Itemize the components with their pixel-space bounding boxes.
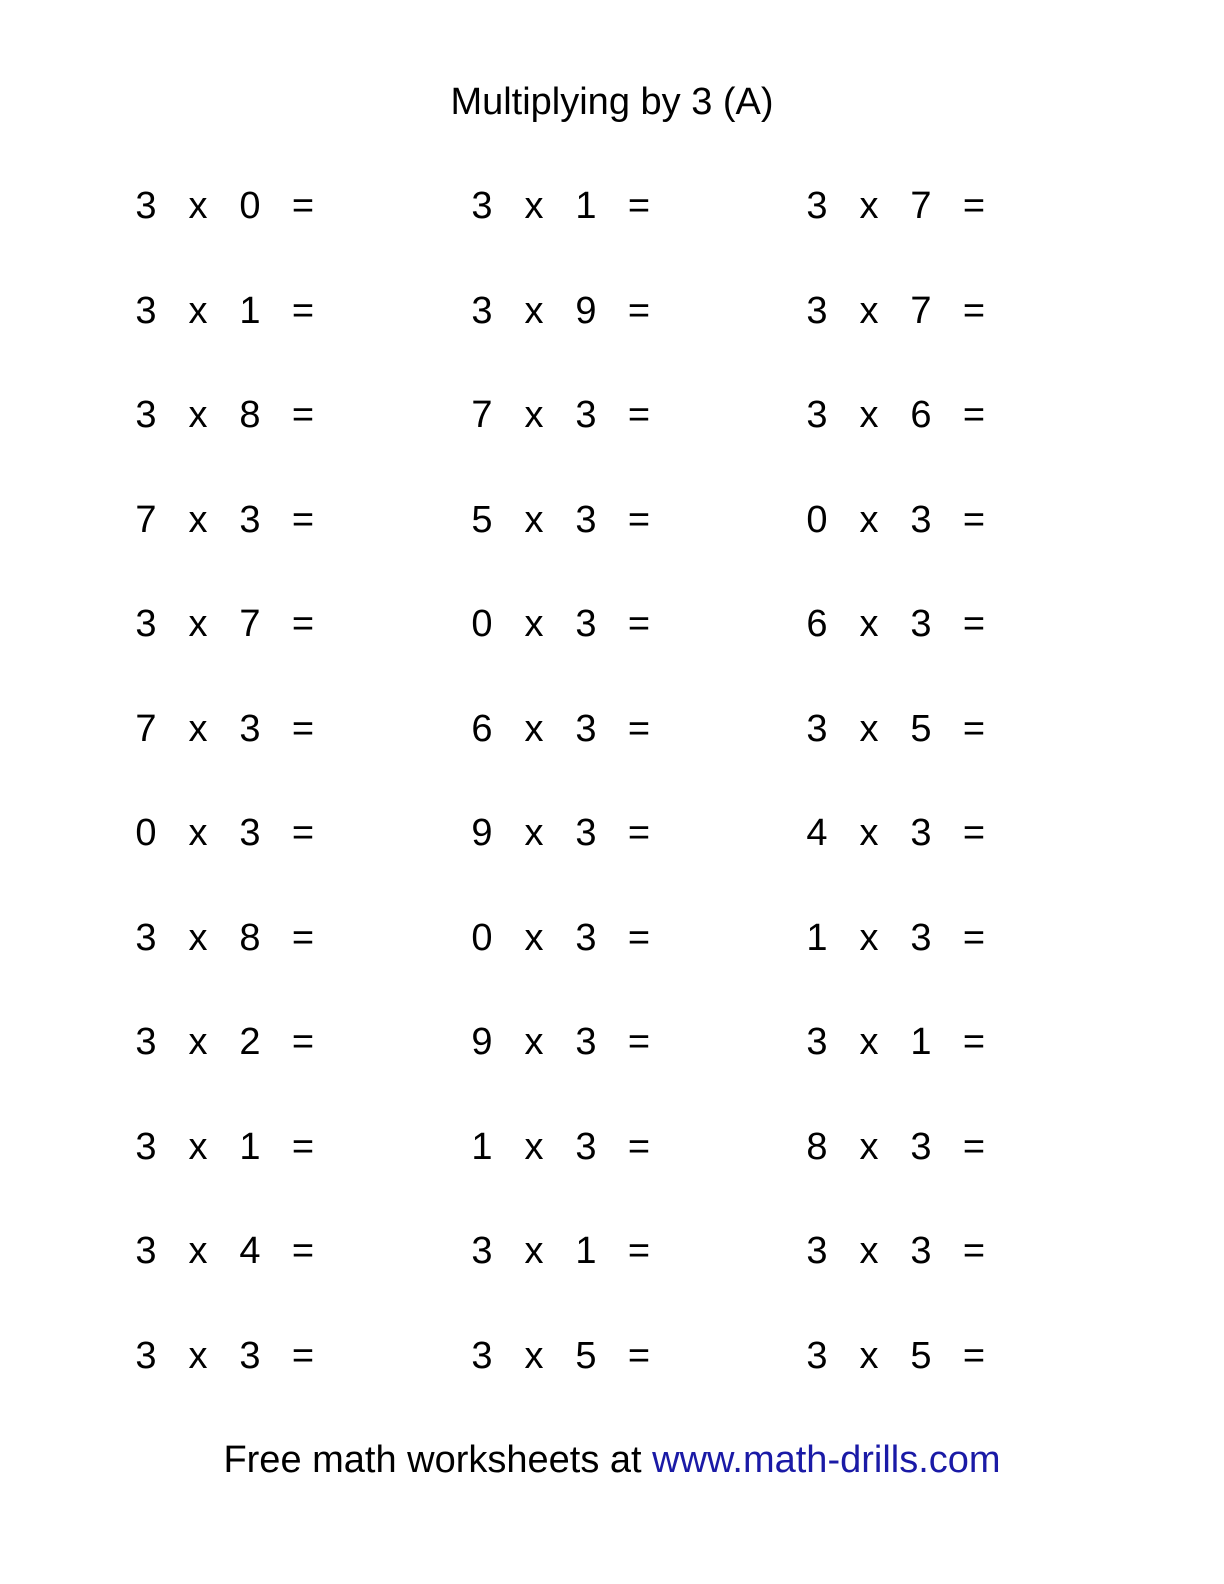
operand-a: 7 [135,498,157,541]
operand-b: 3 [239,1334,261,1377]
multiply-sign: x [188,394,208,436]
operand-b: 3 [575,603,597,645]
operand-b: 3 [575,498,597,541]
multiply-sign: x [524,289,544,332]
operand-b: 6 [910,394,932,436]
multiply-sign: x [524,1230,544,1272]
operand-b: 3 [910,1125,932,1168]
operand-a: 3 [135,394,157,436]
multiply-sign: x [859,289,879,332]
multiply-sign: x [859,707,879,750]
equals-sign: = [962,707,986,750]
equals-sign: = [962,498,986,541]
multiply-sign: x [859,603,879,645]
equals-sign: = [962,1230,986,1272]
operand-a: 3 [806,1230,828,1272]
equals-sign: = [627,289,651,332]
operand-b: 3 [910,916,932,959]
operand-b: 3 [575,1125,597,1168]
operand-a: 9 [471,812,493,854]
operand-a: 3 [806,707,828,750]
multiply-sign: x [524,1021,544,1063]
operand-b: 9 [575,289,597,332]
operand-a: 3 [471,1334,493,1377]
multiply-sign: x [524,603,544,645]
equals-sign: = [627,812,651,854]
equals-sign: = [627,707,651,750]
multiply-sign: x [859,498,879,541]
operand-b: 3 [575,812,597,854]
operand-b: 3 [910,498,932,541]
operand-a: 6 [806,603,828,645]
operand-b: 1 [575,185,597,227]
operand-b: 8 [239,916,261,959]
multiply-sign: x [524,916,544,959]
operand-a: 3 [135,1334,157,1377]
operand-a: 3 [806,1021,828,1063]
equals-sign: = [291,185,315,227]
multiply-sign: x [188,812,208,854]
equals-sign: = [291,498,315,541]
equals-sign: = [627,1021,651,1063]
multiply-sign: x [524,498,544,541]
footer-text: Free math worksheets at [223,1439,653,1481]
multiply-sign: x [859,812,879,854]
operand-a: 3 [471,185,493,227]
operand-a: 3 [135,1021,157,1063]
operand-a: 7 [135,707,157,750]
equals-sign: = [962,916,986,959]
operand-b: 1 [239,289,261,332]
operand-b: 3 [910,1230,932,1272]
multiply-sign: x [524,185,544,227]
operand-a: 3 [806,1334,828,1377]
footer [0,1436,1224,1484]
operand-b: 3 [575,916,597,959]
multiply-sign: x [188,1021,208,1063]
equals-sign: = [627,185,651,227]
operand-a: 3 [135,289,157,332]
operand-a: 3 [135,916,157,959]
equals-sign: = [291,1334,315,1377]
operand-a: 7 [471,394,493,436]
operand-b: 3 [239,707,261,750]
multiply-sign: x [188,1334,208,1377]
footer-link[interactable]: www.math-drills.com [652,1439,1001,1481]
equals-sign: = [962,1125,986,1168]
multiply-sign: x [188,916,208,959]
multiply-sign: x [859,394,879,436]
multiply-sign: x [188,498,208,541]
operand-b: 3 [575,707,597,750]
multiply-sign: x [859,916,879,959]
operand-b: 7 [239,603,261,645]
equals-sign: = [627,916,651,959]
equals-sign: = [962,812,986,854]
multiply-sign: x [188,603,208,645]
operand-a: 1 [471,1125,493,1168]
equals-sign: = [291,1021,315,1063]
multiply-sign: x [524,707,544,750]
operand-b: 3 [239,498,261,541]
multiply-sign: x [859,1125,879,1168]
operand-a: 3 [806,185,828,227]
equals-sign: = [291,1230,315,1272]
page-title: Multiplying by 3 (A) [450,81,774,123]
operand-b: 5 [910,707,932,750]
equals-sign: = [291,394,315,436]
equals-sign: = [962,289,986,332]
operand-a: 0 [471,916,493,959]
multiply-sign: x [524,1125,544,1168]
equals-sign: = [291,812,315,854]
operand-b: 1 [239,1125,261,1168]
multiply-sign: x [188,289,208,332]
operand-a: 8 [806,1125,828,1168]
multiply-sign: x [859,185,879,227]
operand-b: 0 [239,185,261,227]
equals-sign: = [291,707,315,750]
operand-b: 3 [910,812,932,854]
operand-b: 3 [239,812,261,854]
equals-sign: = [627,498,651,541]
operand-b: 3 [910,603,932,645]
multiply-sign: x [188,185,208,227]
operand-b: 3 [575,1021,597,1063]
operand-b: 8 [239,394,261,436]
operand-b: 4 [239,1230,261,1272]
equals-sign: = [962,603,986,645]
equals-sign: = [962,185,986,227]
operand-a: 3 [471,1230,493,1272]
equals-sign: = [962,1334,986,1377]
operand-a: 3 [135,1125,157,1168]
operand-b: 7 [910,289,932,332]
multiply-sign: x [188,1230,208,1272]
operand-a: 3 [135,185,157,227]
equals-sign: = [291,603,315,645]
multiply-sign: x [524,394,544,436]
multiply-sign: x [859,1021,879,1063]
multiply-sign: x [859,1334,879,1377]
operand-a: 0 [471,603,493,645]
multiply-sign: x [188,707,208,750]
operand-b: 5 [910,1334,932,1377]
equals-sign: = [627,1125,651,1168]
operand-b: 7 [910,185,932,227]
equals-sign: = [962,394,986,436]
operand-b: 1 [575,1230,597,1272]
equals-sign: = [291,1125,315,1168]
multiply-sign: x [188,1125,208,1168]
equals-sign: = [627,394,651,436]
operand-a: 3 [806,289,828,332]
operand-b: 2 [239,1021,261,1063]
operand-a: 6 [471,707,493,750]
operand-a: 3 [135,603,157,645]
operand-a: 3 [135,1230,157,1272]
equals-sign: = [627,1230,651,1272]
multiply-sign: x [859,1230,879,1272]
operand-a: 0 [806,498,828,541]
multiply-sign: x [524,812,544,854]
operand-a: 3 [471,289,493,332]
operand-a: 5 [471,498,493,541]
operand-a: 3 [806,394,828,436]
operand-a: 9 [471,1021,493,1063]
equals-sign: = [627,603,651,645]
operand-b: 5 [575,1334,597,1377]
operand-a: 0 [135,812,157,854]
multiply-sign: x [524,1334,544,1377]
operand-a: 4 [806,812,828,854]
operand-b: 1 [910,1021,932,1063]
equals-sign: = [627,1334,651,1377]
equals-sign: = [291,289,315,332]
operand-b: 3 [575,394,597,436]
operand-a: 1 [806,916,828,959]
equals-sign: = [962,1021,986,1063]
equals-sign: = [291,916,315,959]
